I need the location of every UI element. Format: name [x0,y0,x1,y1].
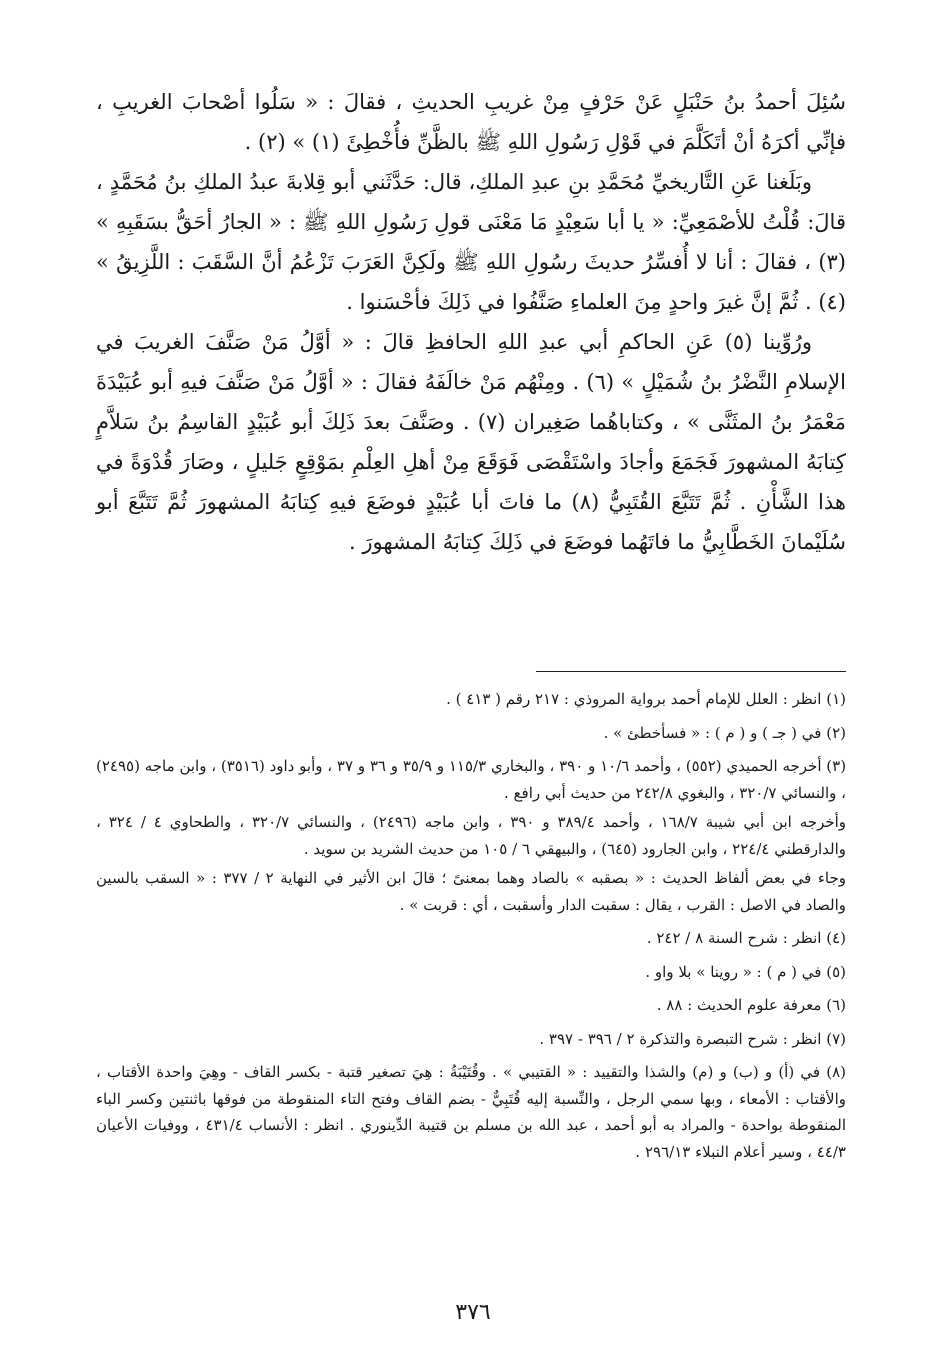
footnote-separator [536,671,846,672]
footnote-2: (٢) في ( جـ ) و ( م ) : « فسأخطئ » . [603,723,846,742]
footnotes-section [96,686,846,1172]
footnote-1: (١) انظر : العلل للإمام أحمد برواية المروذي : ٢١٧ رقم ( ٤١٣ ) . [446,690,846,708]
paragraph-2: وبَلَغنا عَنِ التَّاريخيِّ مُحَمَّدِ بنِ عبدِ الملكِ، قال: حَدَّثَني أبو قِلابةَ عبدُ الملكِ بنُ مُحَمَّدٍ ، قالَ: قُلْتُ للأصْمَعِيِّ: « يا أبا سَعِيْدٍ مَا مَعْنَى قولِ رَسُولِ اللهِ ﷺ : « الجارُ أحَقُّ بسَقَبِهِ » (٣) ، فقالَ : أنا لا أُفسِّرُ حديثَ رسُولِ اللهِ ﷺ ولَكِنَّ العَرَبَ تَزْعُمُ أنَّ السَّقَبَ : اللَّزِيقُ » (٤) . ثُمَّ إنَّ غيرَ واحدٍ مِنَ العلماءِ صَنَّفُوا في ذَلِكَ فأحْسَنوا . [96,170,846,314]
footnote-7: (٧) انظر : شرح التبصرة والتذكرة ٢ / ٣٩٦ - ٣٩٧ . [539,1029,846,1048]
footnote-3-note: وجاء في بعض ألفاظ الحديث : « بصقبه » بالصاد وهما بمعنىً ؛ قالَ ابن الأثير في النهاية ٢ / ٣٧٧ : « السقب بالسين والصاد في الاصل : القرب ، يقال : سقبت الدار وأسقبت ، أي : قربت » . [96,869,846,914]
footnote-4: (٤) انظر : شرح السنة ٨ / ٢٤٢ . [646,929,846,947]
footnote-3: (٣) أخرجه الحميدي (٥٥٢) ، وأحمد ١٠/٦ و ٣٩٠ ، والبخاري ١١٥/٣ و ٣٥/٩ و ٣٦ و ٣٧ ، وأبو داود (٣٥١٦) ، وابن ماجه (٢٤٩٥) ، والنسائي ٣٢٠/٧ ، والبغوي ٢٤٢/٨ من حديث أبي رافع . [96,757,847,802]
page-number: ٣٧٦ [455,1300,491,1325]
paragraph-3: ورُوِّينا (٥) عَنِ الحاكمِ أبي عبدِ اللهِ الحافظِ قالَ : « أوَّلُ مَنْ صَنَّفَ الغريبَ في الإسلامِ النَّضْرُ بنُ شُمَيْلٍ » (٦) . ومِنْهُم مَنْ خالَفَهُ فقالَ : « أوَّلُ مَنْ صَنَّفَ فيهِ أبو عُبَيْدَةَ مَعْمَرُ بنُ المثَنَّى » ، وكتاباهُما صَغِيران (٧) . وصَنَّفَ بعدَ ذَلِكَ أبو عُبَيْدٍ القاسِمُ بنُ سَلاَّمٍ كِتابَهُ المشهورَ فَجَمَعَ وأجادَ واسْتَقْصَى فَوَقَعَ مِنْ أهلِ العِلْمِ بمَوْقِعٍ جَليلٍ ، وصَارَ قُدْوَةً في هذا الشَّأْنِ . ثُمَّ تَتَبَّعَ القُتَبِيُّ (٨) ما فاتَ أبا عُبَيْدٍ فوضَعَ فيهِ كِتابَهُ المشهورَ ثُمَّ تَتَبَّعَ أبو سُلَيْمانَ الخَطَّابِيُّ ما فاتَهُما فوضَعَ في ذَلِكَ كِتابَهُ المشهورَ . [96,330,846,554]
footnote-6: (٦) معرفة علوم الحديث : ٨٨ . [656,996,846,1014]
footnote-8: (٨) في (أ) و (ب) و (م) والشذا والتقييد : « القتيبي » . وقُتَيْبَةُ : هِيَ تصغير قتبة - بكسر القاف - وهِيَ واحدة الأقتاب ، والأقتاب : الأمعاء ، وبها سمي الرجل ، والنِّسبة إليه قُتَبِيٌّ - بضم القاف وفتح التاء المنقوطة من فوقها باثنتين وكسر الباء المنقوطة بواحدة - والمراد به أبو أحمد ، عبد الله بن مسلم بن قتيبة الدِّينوري . انظر : الأنساب ٤٣١/٤ ، ووفيات الأعيان ٤٤/٣ ، وسير أعلام النبلاء ٢٩٦/١٣ . [96,1063,847,1161]
footnote-3-continued: وأخرجه ابن أبي شيبة ١٦٨/٧ ، وأحمد ٣٨٩/٤ و ٣٩٠ ، وابن ماجه (٢٤٩٦) ، والنسائي ٣٢٠/٧ ، والطحاوي ٤ / ٣٢٤ ، والدارقطني ٢٢٤/٤ ، وابن الجارود (٦٤٥) ، والبيهقي ٦ / ١٠٥ من حديث الشريد بن سويد . [96,813,847,858]
paragraph-1: سُئِلَ أحمدُ بنُ حَنْبَلٍ عَنْ حَرْفٍ مِنْ غريبِ الحديثِ ، فقالَ : « سَلُوا أصْحابَ الغريبِ ، فإنِّي أكرَهُ أنْ أتَكَلَّمَ في قَوْلِ رَسُولِ اللهِ ﷺ بالظَّنِّ فأُخْطِئَ (١) » (٢) . [96,90,846,154]
footnote-5: (٥) في ( م ) : « روينا » بلا واو . [645,962,846,981]
main-text-body [96,82,846,562]
